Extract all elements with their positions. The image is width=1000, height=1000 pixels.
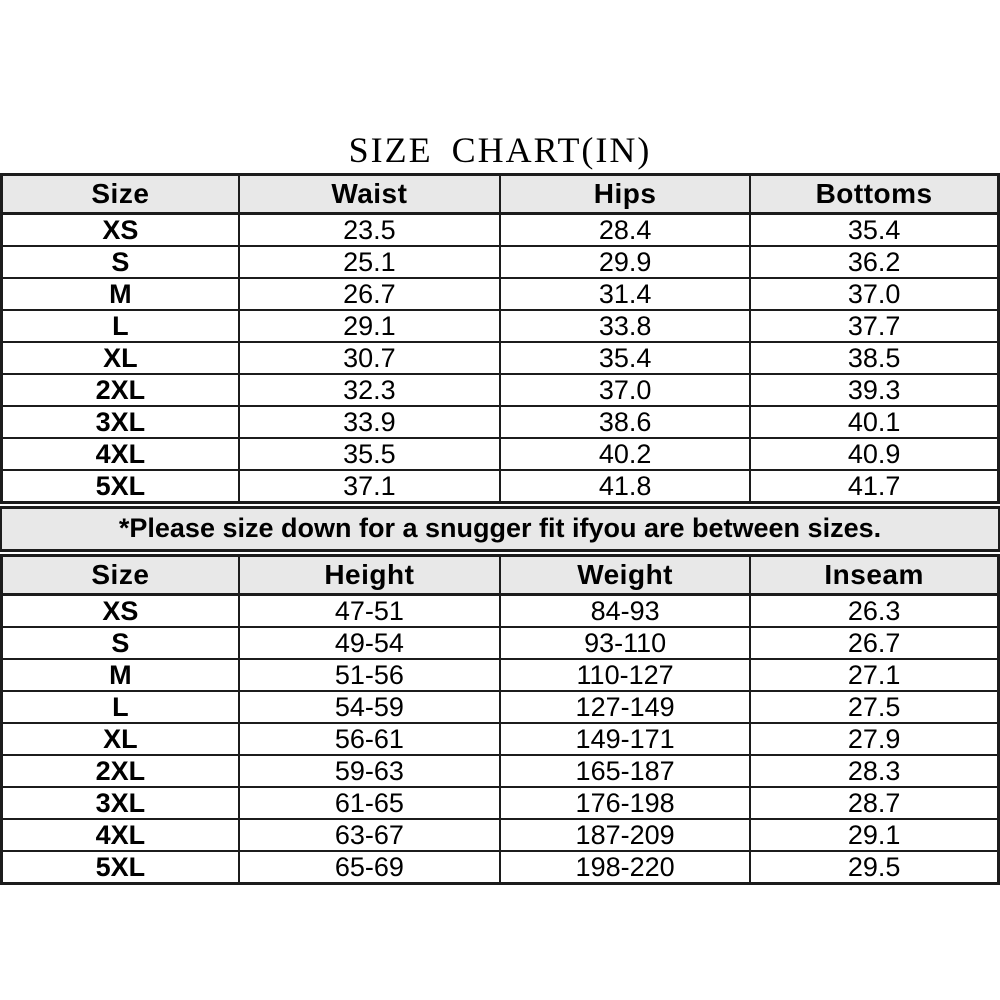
size-cell: L — [2, 310, 239, 342]
value-cell: 61-65 — [239, 787, 500, 819]
value-cell: 51-56 — [239, 659, 500, 691]
value-cell: 35.5 — [239, 438, 500, 470]
column-header-size: Size — [2, 556, 239, 595]
fit-header-row — [2, 556, 999, 595]
table-row — [2, 595, 999, 628]
value-cell: 40.1 — [750, 406, 998, 438]
fit-table — [0, 554, 1000, 885]
value-cell: 29.1 — [239, 310, 500, 342]
page-title: SIZE CHART(IN) — [348, 130, 652, 170]
value-cell: 27.1 — [750, 659, 998, 691]
value-cell: 26.7 — [750, 627, 998, 659]
table-row — [2, 627, 999, 659]
column-header-bottoms: Bottoms — [750, 175, 998, 214]
value-cell: 56-61 — [239, 723, 500, 755]
value-cell: 49-54 — [239, 627, 500, 659]
size-cell: S — [2, 246, 239, 278]
value-cell: 28.4 — [500, 214, 750, 247]
column-header-height: Height — [239, 556, 500, 595]
value-cell: 93-110 — [500, 627, 750, 659]
size-cell: S — [2, 627, 239, 659]
value-cell: 28.3 — [750, 755, 998, 787]
size-cell: 5XL — [2, 851, 239, 884]
value-cell: 29.1 — [750, 819, 998, 851]
value-cell: 37.1 — [239, 470, 500, 503]
table-row — [2, 851, 999, 884]
table-row — [2, 691, 999, 723]
size-cell: M — [2, 278, 239, 310]
table-row — [2, 787, 999, 819]
measurements-header-row — [2, 175, 999, 214]
table-row — [2, 819, 999, 851]
value-cell: 35.4 — [500, 342, 750, 374]
value-cell: 110-127 — [500, 659, 750, 691]
table-row — [2, 438, 999, 470]
size-cell: 2XL — [2, 374, 239, 406]
value-cell: 63-67 — [239, 819, 500, 851]
size-cell: XL — [2, 723, 239, 755]
value-cell: 84-93 — [500, 595, 750, 628]
value-cell: 30.7 — [239, 342, 500, 374]
value-cell: 29.5 — [750, 851, 998, 884]
size-cell: 4XL — [2, 438, 239, 470]
column-header-inseam: Inseam — [750, 556, 998, 595]
value-cell: 26.3 — [750, 595, 998, 628]
value-cell: 198-220 — [500, 851, 750, 884]
value-cell: 25.1 — [239, 246, 500, 278]
size-cell: XS — [2, 595, 239, 628]
value-cell: 36.2 — [750, 246, 998, 278]
column-header-waist: Waist — [239, 175, 500, 214]
value-cell: 28.7 — [750, 787, 998, 819]
size-cell: 3XL — [2, 787, 239, 819]
sizing-note: *Please size down for a snugger fit ifyou are between sizes. — [0, 506, 1000, 552]
size-cell: L — [2, 691, 239, 723]
value-cell: 27.9 — [750, 723, 998, 755]
value-cell: 127-149 — [500, 691, 750, 723]
value-cell: 59-63 — [239, 755, 500, 787]
value-cell: 29.9 — [500, 246, 750, 278]
value-cell: 38.5 — [750, 342, 998, 374]
value-cell: 27.5 — [750, 691, 998, 723]
value-cell: 39.3 — [750, 374, 998, 406]
table-row — [2, 755, 999, 787]
table-row — [2, 406, 999, 438]
table-row — [2, 214, 999, 247]
value-cell: 65-69 — [239, 851, 500, 884]
value-cell: 32.3 — [239, 374, 500, 406]
table-row — [2, 278, 999, 310]
size-cell: XS — [2, 214, 239, 247]
value-cell: 37.0 — [750, 278, 998, 310]
value-cell: 165-187 — [500, 755, 750, 787]
size-cell: M — [2, 659, 239, 691]
value-cell: 41.7 — [750, 470, 998, 503]
table-row — [2, 310, 999, 342]
value-cell: 37.7 — [750, 310, 998, 342]
size-cell: 5XL — [2, 470, 239, 503]
value-cell: 38.6 — [500, 406, 750, 438]
value-cell: 37.0 — [500, 374, 750, 406]
value-cell: 187-209 — [500, 819, 750, 851]
table-row — [2, 374, 999, 406]
column-header-size: Size — [2, 175, 239, 214]
value-cell: 54-59 — [239, 691, 500, 723]
value-cell: 41.8 — [500, 470, 750, 503]
value-cell: 26.7 — [239, 278, 500, 310]
value-cell: 33.8 — [500, 310, 750, 342]
value-cell: 40.9 — [750, 438, 998, 470]
measurements-table-body — [2, 214, 999, 503]
value-cell: 31.4 — [500, 278, 750, 310]
table-row — [2, 659, 999, 691]
size-cell: 3XL — [2, 406, 239, 438]
column-header-weight: Weight — [500, 556, 750, 595]
size-cell: 4XL — [2, 819, 239, 851]
value-cell: 23.5 — [239, 214, 500, 247]
size-cell: 2XL — [2, 755, 239, 787]
value-cell: 40.2 — [500, 438, 750, 470]
table-row — [2, 470, 999, 503]
value-cell: 33.9 — [239, 406, 500, 438]
value-cell: 176-198 — [500, 787, 750, 819]
fit-table-body — [2, 595, 999, 884]
value-cell: 47-51 — [239, 595, 500, 628]
table-row — [2, 246, 999, 278]
column-header-hips: Hips — [500, 175, 750, 214]
measurements-table — [0, 173, 1000, 504]
value-cell: 149-171 — [500, 723, 750, 755]
table-row — [2, 723, 999, 755]
size-cell: XL — [2, 342, 239, 374]
value-cell: 35.4 — [750, 214, 998, 247]
table-row — [2, 342, 999, 374]
